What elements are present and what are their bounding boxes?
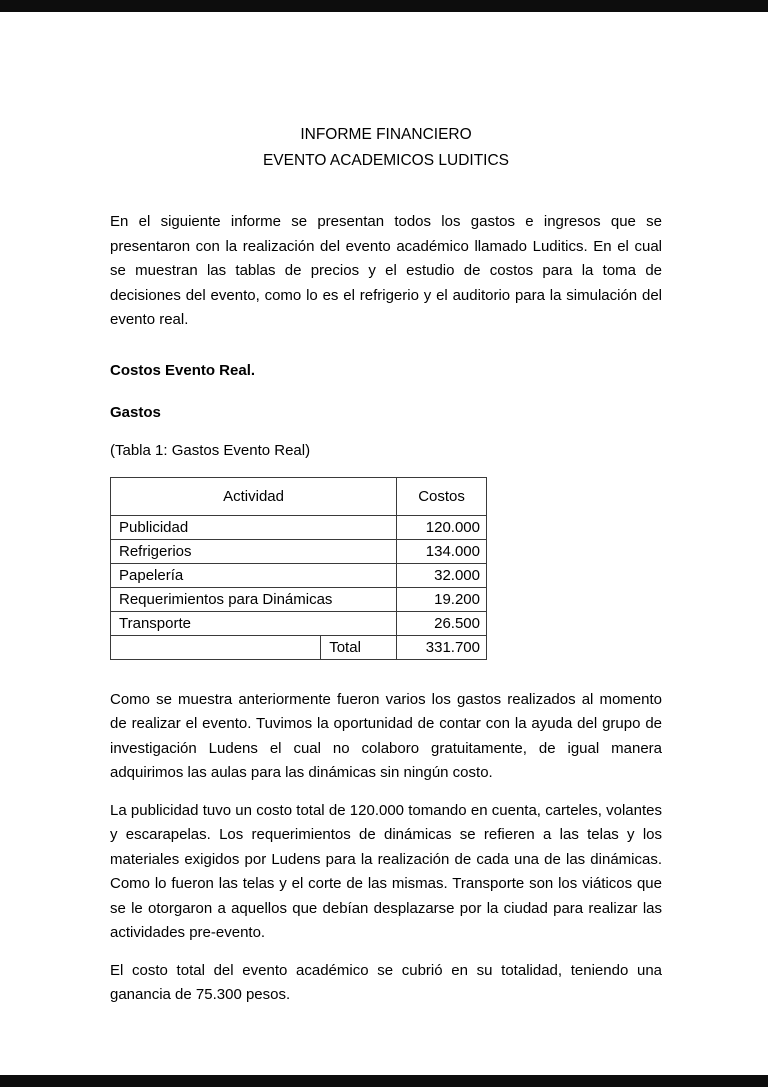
table-row [111, 515, 487, 539]
activity-cell: Publicidad [111, 515, 397, 539]
activity-cell: Requerimientos para Dinámicas [111, 587, 397, 611]
paragraph-publicidad-detail: La publicidad tuvo un costo total de 120.000 tomando en cuenta, carteles, volantes y escarapelas. Los requerimientos de dinámicas se refieren a las telas y los materiales exigidos por Ludens para la realización de cada una de las dinámicas. Como lo fueron las telas y el corte de las mismas. Transporte son los viáticos que se le otorgaron a aquellos que debían desplazarse por la ciudad para realizar las actividades pre-evento. [110, 801, 662, 941]
activity-cell: Refrigerios [111, 539, 397, 563]
heading-costos-evento-real: Costos Evento Real. [110, 361, 256, 379]
activity-cell: Papelería [111, 563, 397, 587]
header-cell-costos: Costos [397, 477, 487, 515]
title-line-2: EVENTO ACADEMICOS LUDITICS [262, 152, 510, 169]
table-row [111, 611, 487, 635]
table-total-row [111, 635, 487, 659]
gastos-table [110, 477, 487, 660]
table-caption: (Tabla 1: Gastos Evento Real) [110, 441, 311, 459]
total-value-cell: 331.700 [397, 635, 487, 659]
title-line-1: INFORME FINANCIERO [300, 126, 472, 143]
total-empty-cell [111, 635, 321, 659]
paragraph-costo-total: El costo total del evento académico se cubrió en su totalidad, teniendo una ganancia de 75.300 pesos. [110, 961, 662, 1003]
cost-cell: 32.000 [397, 563, 487, 587]
intro-paragraph: En el siguiente informe se presentan todos los gastos e ingresos que se presentaron con la realización del evento académico llamado Luditics. En el cual se muestran las tablas de precios y el estudio de costos para la toma de decisiones del evento, como lo es el refrigerio y el auditorio para la simulación del evento real. [110, 213, 662, 328]
paragraph-gastos-analysis: Como se muestra anteriormente fueron varios los gastos realizados al momento de realizar el evento. Tuvimos la oportunidad de contar con la ayuda del grupo de investigación Ludens el cual no colaboro gratuitamente, de igual manera adquirimos las aulas para las dinámicas sin ningún costo. [110, 690, 662, 781]
bottom-border-bar [0, 1075, 768, 1087]
header-cell-actividad: Actividad [111, 477, 397, 515]
document-title [110, 122, 662, 174]
top-border-bar [0, 0, 768, 12]
total-label-cell: Total [321, 635, 397, 659]
table-row [111, 587, 487, 611]
activity-cell: Transporte [111, 611, 397, 635]
cost-cell: 120.000 [397, 515, 487, 539]
cost-cell: 26.500 [397, 611, 487, 635]
table-row [111, 563, 487, 587]
heading-gastos: Gastos [110, 403, 161, 421]
table-row [111, 539, 487, 563]
table-header-row [111, 477, 487, 515]
cost-cell: 134.000 [397, 539, 487, 563]
cost-cell: 19.200 [397, 587, 487, 611]
